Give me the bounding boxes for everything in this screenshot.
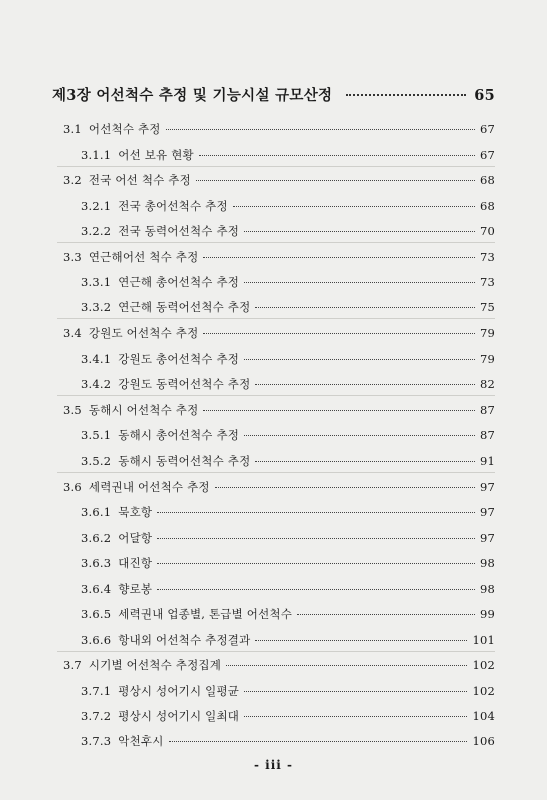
section-page-number: 70 xyxy=(479,224,495,238)
section-divider xyxy=(57,318,495,319)
section-divider xyxy=(57,651,495,652)
toc-section-entry xyxy=(63,121,495,137)
toc-section-entry xyxy=(63,249,495,265)
section-title: 시기별 어선척수 추정집계 xyxy=(88,658,221,672)
section-title: 세력권내 업종별, 톤급별 어선척수 xyxy=(118,607,293,621)
dot-leader xyxy=(244,435,475,436)
toc-subsection-entry xyxy=(81,683,495,699)
dot-leader xyxy=(157,512,475,513)
section-page-number: 79 xyxy=(479,352,495,366)
toc-subsection-entry xyxy=(81,708,495,724)
section-number: 3.2.2 xyxy=(81,224,112,238)
toc-subsection-entry xyxy=(81,555,495,571)
section-title: 악천후시 xyxy=(118,734,164,748)
section-title: 연근해어선 척수 추정 xyxy=(88,250,199,264)
toc-subsection-entry xyxy=(81,606,495,622)
dot-leader xyxy=(255,640,467,641)
section-divider xyxy=(57,166,495,167)
section-page-number: 91 xyxy=(479,454,495,468)
dot-leader xyxy=(255,384,475,385)
section-number: 3.6.1 xyxy=(81,505,112,519)
section-number: 3.7 xyxy=(63,658,82,672)
section-title: 어선 보유 현황 xyxy=(118,148,194,162)
section-page-number: 87 xyxy=(479,428,495,442)
dot-leader xyxy=(169,741,468,742)
dot-leader xyxy=(244,691,467,692)
section-number: 3.4.1 xyxy=(81,352,112,366)
section-page-number: 82 xyxy=(479,377,495,391)
dot-leader xyxy=(244,359,475,360)
dot-leader xyxy=(157,538,475,539)
section-title: 동해시 총어선척수 추정 xyxy=(118,428,240,442)
dot-leader xyxy=(244,282,475,283)
section-number: 3.3.1 xyxy=(81,275,112,289)
section-page-number: 68 xyxy=(479,199,495,213)
section-number: 3.5.1 xyxy=(81,428,112,442)
toc-subsection-entry xyxy=(81,147,495,163)
section-page-number: 101 xyxy=(472,633,495,647)
dot-leader xyxy=(157,589,475,590)
section-number: 3.6.2 xyxy=(81,531,112,545)
section-title: 전국 어선 척수 추정 xyxy=(88,173,191,187)
toc-subsection-entry xyxy=(81,376,495,392)
section-page-number: 104 xyxy=(472,709,495,723)
section-page-number: 73 xyxy=(479,275,495,289)
section-page-number: 97 xyxy=(479,531,495,545)
section-page-number: 67 xyxy=(479,122,495,136)
section-title: 항내외 어선척수 추정결과 xyxy=(118,633,251,647)
section-title: 세력권내 어선척수 추정 xyxy=(88,480,210,494)
dot-leader xyxy=(244,716,467,717)
section-number: 3.4 xyxy=(63,326,82,340)
dot-leader xyxy=(255,307,475,308)
section-title: 연근해 동력어선척수 추정 xyxy=(118,300,251,314)
section-title: 전국 동력어선척수 추정 xyxy=(118,224,240,238)
toc-subsection-entry xyxy=(81,299,495,315)
section-number: 3.2.1 xyxy=(81,199,112,213)
section-number: 3.5 xyxy=(63,403,82,417)
section-number: 3.6.5 xyxy=(81,607,112,621)
toc-subsection-entry xyxy=(81,351,495,367)
section-number: 3.1.1 xyxy=(81,148,112,162)
section-number: 3.4.2 xyxy=(81,377,112,391)
section-number: 3.7.3 xyxy=(81,734,112,748)
toc-subsection-entry xyxy=(81,632,495,648)
chapter-page-number: 65 xyxy=(474,87,495,104)
section-page-number: 75 xyxy=(479,300,495,314)
section-title: 전국 총어선척수 추정 xyxy=(118,199,228,213)
toc-subsection-entry xyxy=(81,530,495,546)
section-divider xyxy=(57,472,495,473)
section-divider xyxy=(57,395,495,396)
dot-leader xyxy=(346,94,466,96)
section-page-number: 79 xyxy=(479,326,495,340)
toc-section-entry xyxy=(63,172,495,188)
section-page-number: 68 xyxy=(479,173,495,187)
section-title: 대진항 xyxy=(118,556,153,570)
toc-section-entry xyxy=(63,657,495,673)
toc-section-entry xyxy=(63,325,495,341)
section-title: 향로봉 xyxy=(118,582,153,596)
toc-subsection-entry xyxy=(81,733,495,749)
dot-leader xyxy=(215,487,475,488)
section-title: 평상시 성어기시 일평균 xyxy=(118,684,240,698)
section-page-number: 98 xyxy=(479,556,495,570)
section-title: 어달항 xyxy=(118,531,153,545)
section-number: 3.6.4 xyxy=(81,582,112,596)
toc-section-entry xyxy=(63,479,495,495)
chapter-title: 제3장 어선척수 추정 및 기능시설 규모산정 xyxy=(52,87,333,104)
toc-subsection-entry xyxy=(81,453,495,469)
dot-leader xyxy=(297,614,475,615)
section-page-number: 98 xyxy=(479,582,495,596)
section-number: 3.6.3 xyxy=(81,556,112,570)
section-title: 연근해 총어선척수 추정 xyxy=(118,275,240,289)
section-page-number: 102 xyxy=(472,684,495,698)
section-number: 3.6.6 xyxy=(81,633,112,647)
section-title: 강원도 총어선척수 추정 xyxy=(118,352,240,366)
toc-subsection-entry xyxy=(81,427,495,443)
section-number: 3.2 xyxy=(63,173,82,187)
section-title: 강원도 동력어선척수 추정 xyxy=(118,377,251,391)
toc-subsection-entry xyxy=(81,198,495,214)
dot-leader xyxy=(233,206,475,207)
chapter-heading xyxy=(52,84,495,105)
section-title: 동해시 어선척수 추정 xyxy=(88,403,199,417)
section-page-number: 87 xyxy=(479,403,495,417)
dot-leader xyxy=(203,257,475,258)
section-title: 동해시 동력어선척수 추정 xyxy=(118,454,251,468)
section-number: 3.1 xyxy=(63,122,82,136)
section-page-number: 97 xyxy=(479,505,495,519)
dot-leader xyxy=(203,410,475,411)
section-title: 평상시 성어기시 일최대 xyxy=(118,709,240,723)
toc-subsection-entry xyxy=(81,581,495,597)
section-title: 묵호항 xyxy=(118,505,153,519)
section-title: 어선척수 추정 xyxy=(88,122,161,136)
section-divider xyxy=(57,242,495,243)
section-page-number: 106 xyxy=(472,734,495,748)
toc-subsection-entry xyxy=(81,223,495,239)
section-number: 3.7.2 xyxy=(81,709,112,723)
section-page-number: 73 xyxy=(479,250,495,264)
section-page-number: 67 xyxy=(479,148,495,162)
section-title: 강원도 어선척수 추정 xyxy=(88,326,199,340)
section-number: 3.3.2 xyxy=(81,300,112,314)
section-number: 3.3 xyxy=(63,250,82,264)
dot-leader xyxy=(196,180,475,181)
section-number: 3.6 xyxy=(63,480,82,494)
section-page-number: 97 xyxy=(479,480,495,494)
dot-leader xyxy=(166,129,475,130)
dot-leader xyxy=(157,563,475,564)
dot-leader xyxy=(199,155,475,156)
dot-leader xyxy=(226,665,467,666)
toc-section-entry xyxy=(63,402,495,418)
dot-leader xyxy=(244,231,475,232)
section-number: 3.5.2 xyxy=(81,454,112,468)
dot-leader xyxy=(255,461,475,462)
dot-leader xyxy=(203,333,475,334)
section-page-number: 102 xyxy=(472,658,495,672)
toc-subsection-entry xyxy=(81,504,495,520)
section-number: 3.7.1 xyxy=(81,684,112,698)
section-page-number: 99 xyxy=(479,607,495,621)
page-footer: - iii - xyxy=(254,758,293,772)
toc-subsection-entry xyxy=(81,274,495,290)
